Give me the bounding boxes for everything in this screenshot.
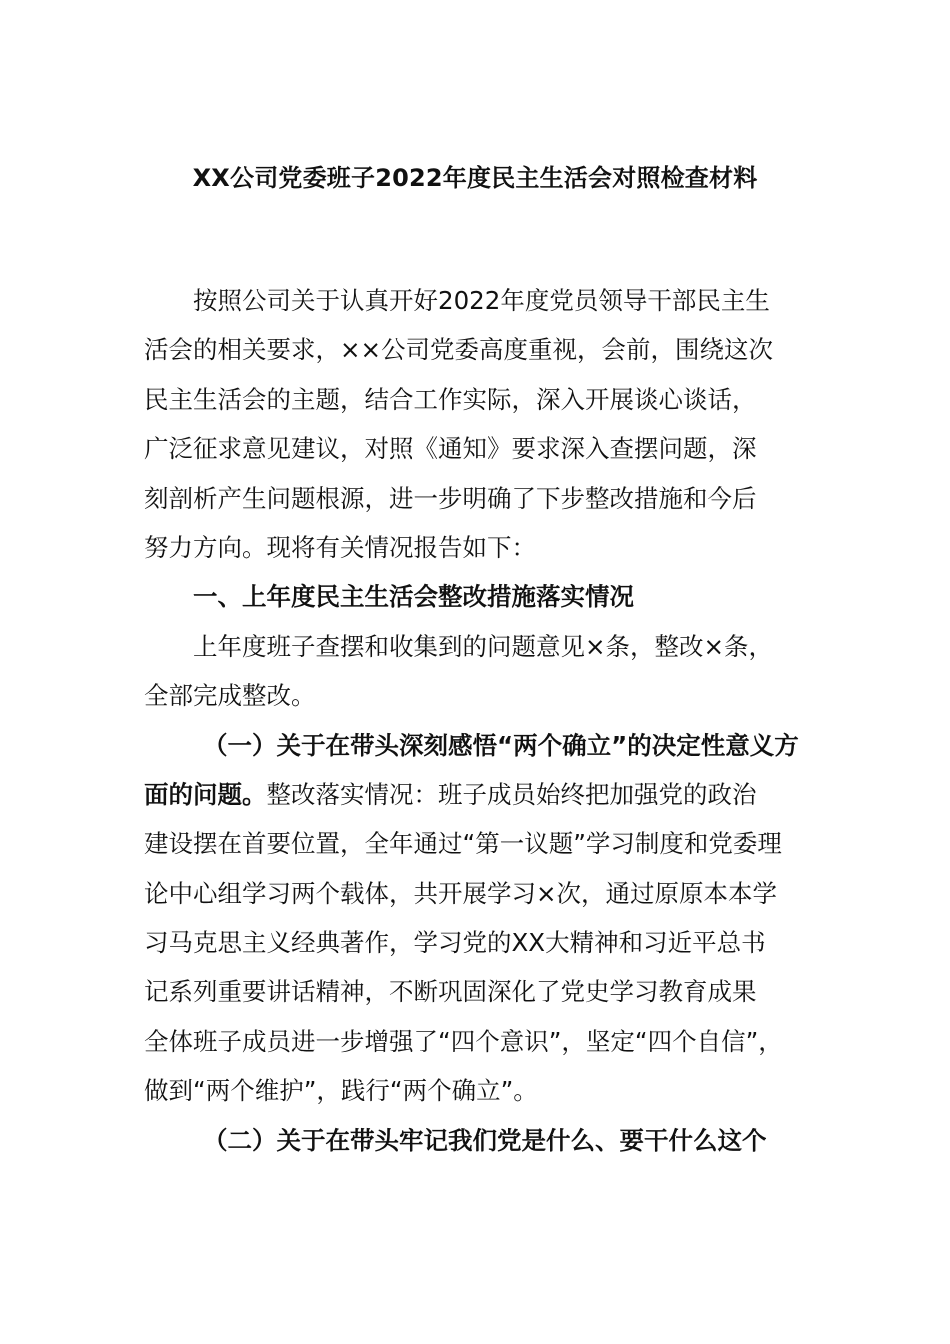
- paragraph-line: 活会的相关要求，××公司党委高度重视，会前，围绕这次: [144, 335, 774, 365]
- paragraph-line: 做到“两个维护”，践行“两个确立”。: [144, 1076, 538, 1106]
- paragraph-line: 民主生活会的主题，结合工作实际，深入开展谈心谈话，: [144, 384, 757, 414]
- paragraph-line: 习马克思主义经典著作，学习党的XX大精神和习近平总书: [144, 928, 766, 958]
- subsection-heading: （一）关于在带头深刻感悟“两个确立”的决定性意义方: [203, 730, 799, 760]
- paragraph-line: 全部完成整改。: [144, 681, 316, 711]
- rectification-text: 整改落实情况：班子成员始终把加强党的政治: [266, 779, 757, 809]
- subsection-heading: （二）关于在带头牢记我们党是什么、要干什么这个: [203, 1125, 767, 1155]
- document-body: [144, 276, 806, 1165]
- paragraph-line: 上年度班子查摆和收集到的问题意见×条，整改×条，: [193, 631, 774, 661]
- paragraph-line: 努力方向。现将有关情况报告如下：: [144, 532, 536, 562]
- subsection-heading-tail: 面的问题。: [144, 779, 267, 809]
- section-heading: 一、上年度民主生活会整改措施落实情况: [193, 582, 634, 612]
- paragraph-line: 论中心组学习两个载体，共开展学习×次，通过原原本本学: [144, 878, 778, 908]
- paragraph-line: 按照公司关于认真开好2022年度党员领导干部民主生: [193, 286, 770, 315]
- paragraph-line: 全体班子成员进一步增强了“四个意识”，坚定“四个自信”，: [144, 1026, 783, 1056]
- paragraph-line: 广泛征求意见建议，对照《通知》要求深入查摆问题，深: [144, 434, 757, 464]
- document-title: XX公司党委班子2022年度民主生活会对照检查材料: [192, 164, 758, 192]
- paragraph-line: 刻剖析产生问题根源，进一步明确了下步整改措施和今后: [144, 483, 757, 513]
- paragraph-line: 建设摆在首要位置，全年通过“第一议题”学习制度和党委理: [144, 829, 782, 859]
- paragraph-line: [144, 770, 806, 819]
- paragraph-line: 记系列重要讲话精神，不断巩固深化了党史学习教育成果: [144, 977, 757, 1007]
